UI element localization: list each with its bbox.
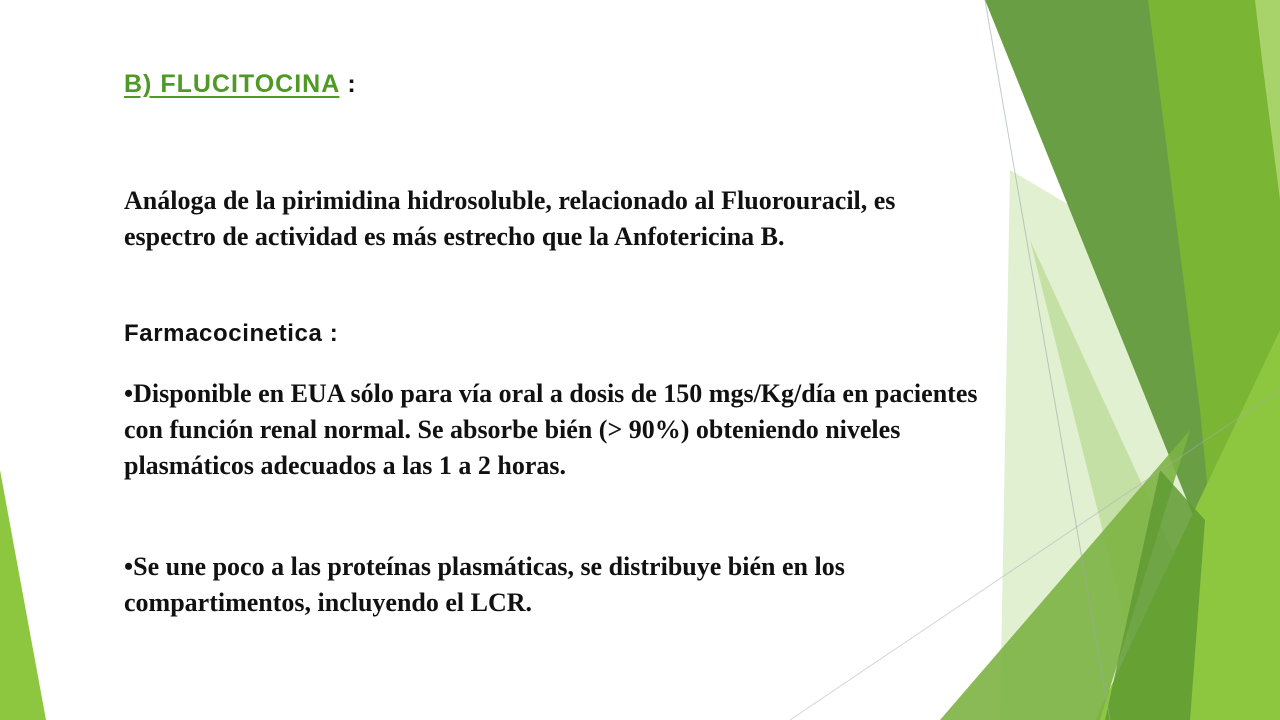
bullet-text-2: Se une poco a las proteínas plasmáticas, se distribuye bién en los compartimentos, incluyendo el LCR. <box>124 552 845 617</box>
title-suffix: : <box>339 70 357 98</box>
bullet-text-1: Disponible en EUA sólo para vía oral a dosis de 150 mgs/Kg/día en pacientes con función renal normal. Se absorbe bién (> 90%) obteniendo niveles plasmáticos adecuados a las 1 a 2 horas. <box>124 379 978 480</box>
intro-paragraph: Análoga de la pirimidina hidrosoluble, relacionado al Fluorouracil, es espectro de actividad es más estrecho que la Anfotericina B. <box>124 186 896 251</box>
title-main: B) FLUCITOCINA <box>124 70 340 98</box>
pharmacokinetics-heading: Farmacocinetica : <box>124 320 339 347</box>
bullet-item-1 <box>124 376 984 484</box>
bullet-marker: • <box>124 552 134 581</box>
slide-title <box>124 70 357 99</box>
bullet-marker: • <box>124 379 134 408</box>
bullet-item-2 <box>124 549 984 621</box>
